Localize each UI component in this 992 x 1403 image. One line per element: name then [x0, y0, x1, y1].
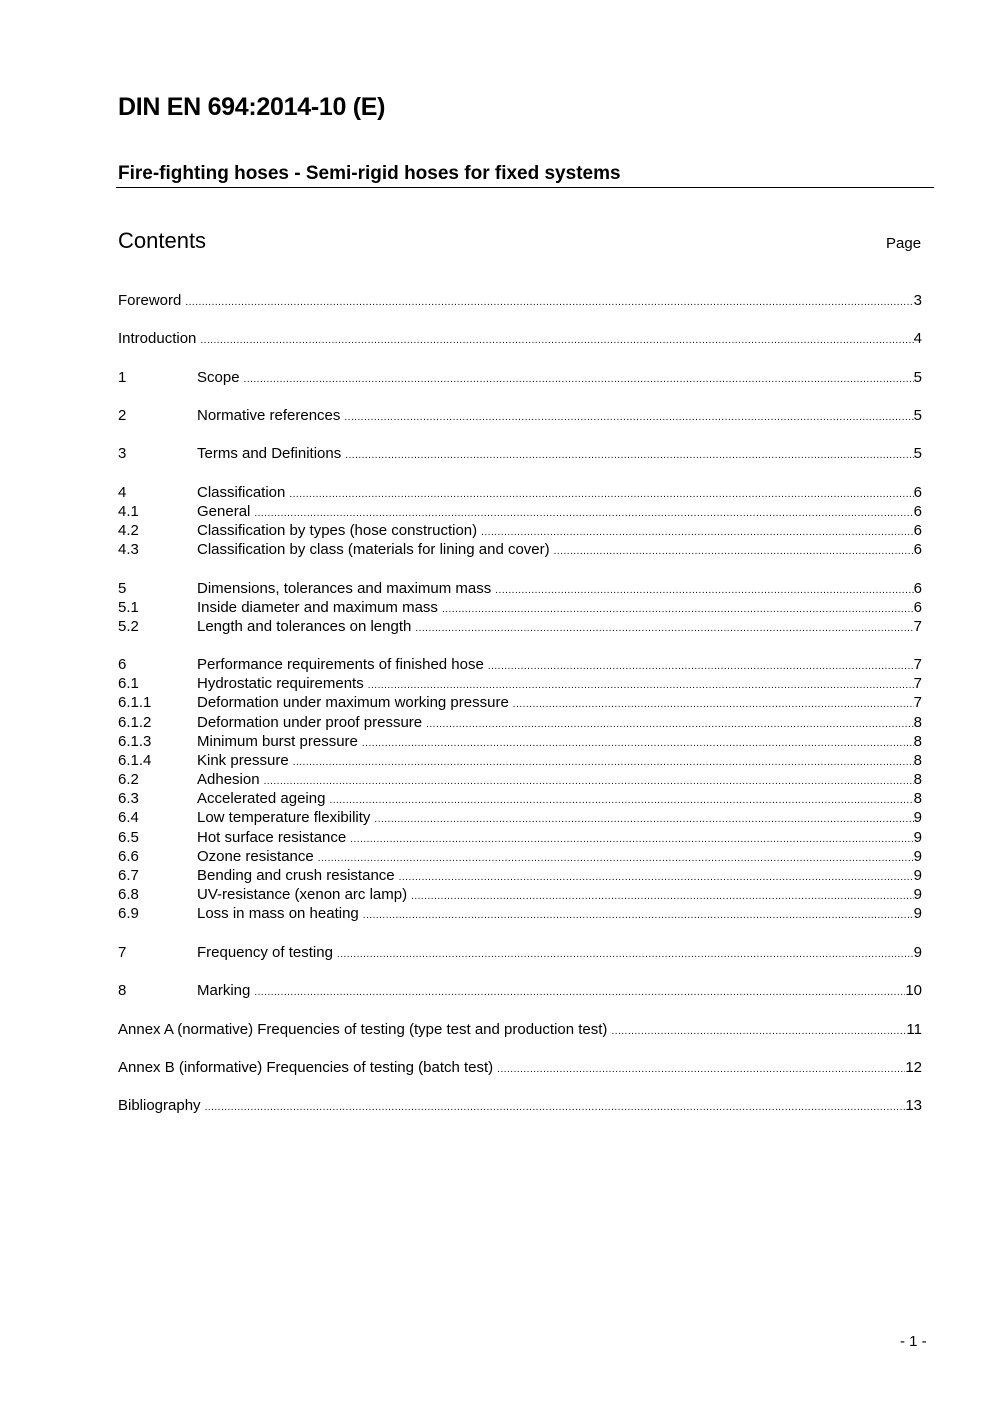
- toc-entry-title: Accelerated ageing: [197, 790, 326, 807]
- toc-entry-page: 6: [913, 522, 922, 539]
- toc-entry[interactable]: [118, 866, 922, 886]
- toc-dot-leader: [289, 483, 913, 503]
- toc-entry-title: Minimum burst pressure: [197, 733, 358, 750]
- toc-entry-title: Length and tolerances on length: [197, 618, 412, 635]
- toc-entry[interactable]: [118, 1020, 922, 1040]
- toc-dot-leader: [254, 981, 905, 1001]
- toc-entry-title: Marking: [197, 982, 251, 999]
- toc-entry-page: 7: [913, 694, 922, 711]
- toc-entry-page: 6: [913, 503, 922, 520]
- toc-entry-page: 9: [913, 905, 922, 922]
- toc-dot-leader: [350, 828, 913, 848]
- toc-dot-leader: [362, 732, 914, 752]
- toc-dot-leader: [442, 598, 914, 618]
- toc-entry-page: 8: [913, 790, 922, 807]
- toc-entry-title: Classification by class (materials for lining and cover): [197, 541, 550, 558]
- toc-entry-page: 9: [913, 809, 922, 826]
- toc-entry[interactable]: [118, 904, 922, 924]
- toc-entry-title: Deformation under maximum working pressure: [197, 694, 509, 711]
- toc-entry-number: 6.2: [118, 771, 139, 788]
- toc-entry-number: 6: [118, 656, 127, 673]
- toc-entry[interactable]: [118, 521, 922, 541]
- toc-entry-number: 3: [118, 445, 127, 462]
- toc-entry-title: Loss in mass on heating: [197, 905, 359, 922]
- toc-entry-page: 9: [913, 886, 922, 903]
- page-column-label: Page: [886, 235, 922, 252]
- toc-entry-number: 6.1.1: [118, 694, 152, 711]
- toc-dot-leader: [244, 368, 914, 388]
- toc-entry-page: 7: [913, 618, 922, 635]
- toc-dot-leader: [200, 329, 913, 349]
- toc-entry[interactable]: [118, 444, 922, 464]
- toc-entry[interactable]: [118, 808, 922, 828]
- toc-entry-page: 7: [913, 675, 922, 692]
- toc-dot-leader: [205, 1096, 906, 1116]
- toc-entry[interactable]: [118, 732, 922, 752]
- toc-entry[interactable]: [118, 885, 922, 905]
- toc-entry-page: 5: [913, 407, 922, 424]
- toc-entry[interactable]: [118, 1058, 922, 1078]
- toc-entry[interactable]: [118, 713, 922, 733]
- toc-dot-leader: [345, 444, 913, 464]
- toc-dot-leader: [185, 291, 913, 311]
- toc-dot-leader: [363, 904, 914, 924]
- toc-entry-page: 7: [913, 656, 922, 673]
- toc-entry-page: 9: [913, 867, 922, 884]
- toc-entry[interactable]: [118, 693, 922, 713]
- toc-entry[interactable]: [118, 483, 922, 503]
- toc-entry-title: Frequency of testing: [197, 944, 333, 961]
- toc-entry-number: 6.9: [118, 905, 139, 922]
- toc-entry-page: 8: [913, 733, 922, 750]
- toc-entry[interactable]: [118, 770, 922, 790]
- toc-entry[interactable]: [118, 540, 922, 560]
- page-number: - 1 -: [900, 1333, 927, 1350]
- toc-entry-page: 5: [913, 369, 922, 386]
- toc-entry[interactable]: [118, 943, 922, 963]
- toc-entry-page: 6: [913, 484, 922, 501]
- toc-entry[interactable]: [118, 674, 922, 694]
- toc-dot-leader: [488, 655, 914, 675]
- toc-entry-page: 6: [913, 599, 922, 616]
- toc-entry[interactable]: [118, 406, 922, 426]
- toc-dot-leader: [368, 674, 914, 694]
- toc-entry-number: 5.2: [118, 618, 139, 635]
- toc-dot-leader: [293, 751, 914, 771]
- toc-entry[interactable]: [118, 502, 922, 522]
- toc-entry[interactable]: [118, 655, 922, 675]
- toc-entry-number: 6.3: [118, 790, 139, 807]
- toc-entry-number: 7: [118, 944, 127, 961]
- toc-entry[interactable]: [118, 1096, 922, 1116]
- toc-dot-leader: [513, 693, 914, 713]
- toc-entry-title: Terms and Definitions: [197, 445, 342, 462]
- toc-entry-page: 12: [905, 1059, 922, 1076]
- toc-entry-title: Hot surface resistance: [197, 829, 347, 846]
- toc-entry[interactable]: [118, 617, 922, 637]
- toc-entry[interactable]: [118, 291, 922, 311]
- toc-entry-number: 6.7: [118, 867, 139, 884]
- toc-entry-page: 9: [913, 848, 922, 865]
- toc-entry-title: UV-resistance (xenon arc lamp): [197, 886, 408, 903]
- toc-dot-leader: [329, 789, 913, 809]
- toc-dot-leader: [264, 770, 914, 790]
- toc-entry-title: Low temperature flexibility: [197, 809, 371, 826]
- toc-entry-number: 5: [118, 580, 127, 597]
- toc-entry-page: 9: [913, 829, 922, 846]
- toc-dot-leader: [497, 1058, 905, 1078]
- toc-dot-leader: [611, 1020, 906, 1040]
- toc-entry-title: Classification: [197, 484, 286, 501]
- toc-entry-title: Dimensions, tolerances and maximum mass: [197, 580, 492, 597]
- toc-entry-page: 9: [913, 944, 922, 961]
- toc-entry-number: 4: [118, 484, 127, 501]
- toc-entry-title: Ozone resistance: [197, 848, 314, 865]
- toc-entry-number: 1: [118, 369, 127, 386]
- toc-dot-leader: [318, 847, 914, 867]
- toc-entry-page: 11: [906, 1021, 922, 1038]
- toc-entry-title: Inside diameter and maximum mass: [197, 599, 438, 616]
- toc-entry-title: Annex B (informative) Frequencies of testing (batch test): [118, 1059, 494, 1076]
- toc-entry-title: Foreword: [118, 292, 182, 309]
- toc-entry-number: 6.1.2: [118, 714, 152, 731]
- toc-dot-leader: [415, 617, 913, 637]
- toc-entry-page: 3: [913, 292, 922, 309]
- toc-dot-leader: [344, 406, 913, 426]
- toc-entry-page: 8: [913, 714, 922, 731]
- toc-entry[interactable]: [118, 789, 922, 809]
- toc-dot-leader: [374, 808, 913, 828]
- toc-entry-title: Bibliography: [118, 1097, 201, 1114]
- toc-entry-number: 8: [118, 982, 127, 999]
- toc-entry-title: Adhesion: [197, 771, 260, 788]
- toc-entry-page: 5: [913, 445, 922, 462]
- toc-entry-page: 4: [913, 330, 922, 347]
- toc-entry[interactable]: [118, 579, 922, 599]
- toc-entry-page: 13: [905, 1097, 922, 1114]
- toc-entry[interactable]: [118, 751, 922, 771]
- toc-entry-title: Annex A (normative) Frequencies of testing (type test and production test): [118, 1021, 608, 1038]
- toc-entry-title: Bending and crush resistance: [197, 867, 395, 884]
- toc-entry-title: Performance requirements of finished hose: [197, 656, 484, 673]
- contents-heading: Contents: [118, 228, 207, 253]
- toc-entry-page: 8: [913, 752, 922, 769]
- toc-entry-page: 10: [905, 982, 922, 999]
- toc-entry-number: 6.1: [118, 675, 139, 692]
- toc-entry-number: 4.3: [118, 541, 139, 558]
- toc-dot-leader: [426, 713, 914, 733]
- toc-entry-number: 6.4: [118, 809, 139, 826]
- toc-entry-number: 4.1: [118, 503, 139, 520]
- toc-entry-number: 6.1.4: [118, 752, 152, 769]
- toc-entry-page: 8: [913, 771, 922, 788]
- toc-entry-title: Deformation under proof pressure: [197, 714, 423, 731]
- toc-entry-title: Scope: [197, 369, 240, 386]
- toc-entry-title: Classification by types (hose construction): [197, 522, 478, 539]
- toc-entry-number: 4.2: [118, 522, 139, 539]
- toc-dot-leader: [411, 885, 914, 905]
- toc-entry-number: 6.1.3: [118, 733, 152, 750]
- toc-dot-leader: [254, 502, 913, 522]
- toc-entry-number: 5.1: [118, 599, 139, 616]
- toc-entry[interactable]: [118, 598, 922, 618]
- toc-entry[interactable]: [118, 981, 922, 1001]
- toc-entry-title: Introduction: [118, 330, 197, 347]
- toc-entry[interactable]: [118, 368, 922, 388]
- toc-entry-page: 6: [913, 580, 922, 597]
- toc-dot-leader: [399, 866, 914, 886]
- toc-entry-number: 2: [118, 407, 127, 424]
- toc-entry-title: Normative references: [197, 407, 341, 424]
- document-id: DIN EN 694:2014-10 (E): [118, 93, 386, 121]
- toc-entry-number: 6.5: [118, 829, 139, 846]
- toc-dot-leader: [337, 943, 914, 963]
- toc-dot-leader: [495, 579, 913, 599]
- toc-entry[interactable]: [118, 847, 922, 867]
- toc-entry[interactable]: [118, 329, 922, 349]
- toc-entry-title: General: [197, 503, 251, 520]
- title-underline: [116, 187, 934, 188]
- toc-entry-number: 6.6: [118, 848, 139, 865]
- toc-entry-title: Kink pressure: [197, 752, 289, 769]
- toc-dot-leader: [554, 540, 914, 560]
- document-subtitle: Fire-fighting hoses - Semi-rigid hoses for fixed systems: [118, 163, 621, 184]
- toc-entry-page: 6: [913, 541, 922, 558]
- toc-entry[interactable]: [118, 828, 922, 848]
- toc-entry-title: Hydrostatic requirements: [197, 675, 364, 692]
- toc-dot-leader: [481, 521, 914, 541]
- toc-entry-number: 6.8: [118, 886, 139, 903]
